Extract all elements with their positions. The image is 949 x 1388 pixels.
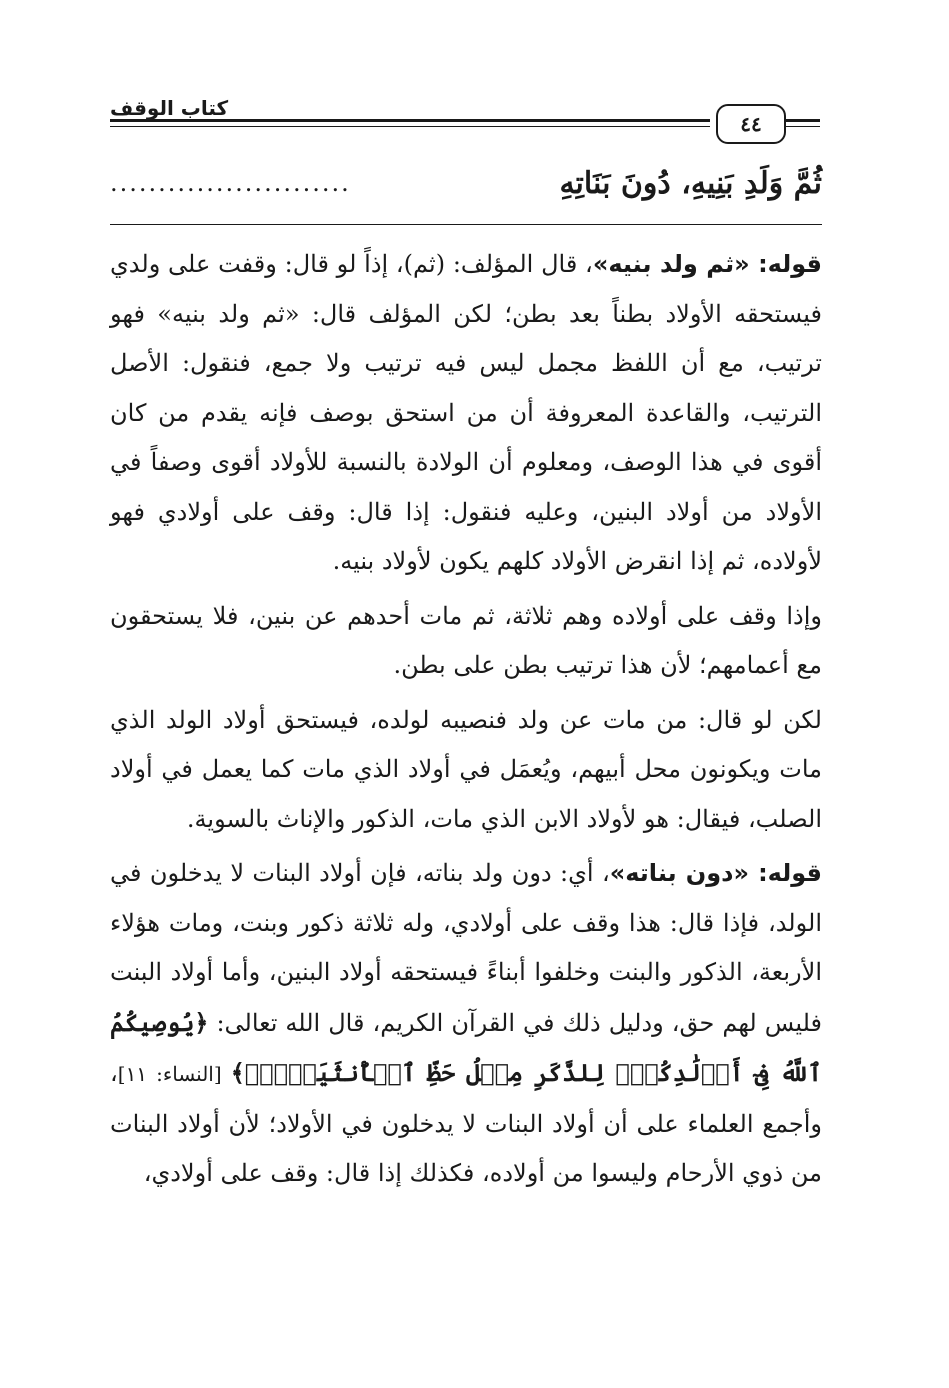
paragraph-lead: قوله: «دون بناته»	[609, 859, 822, 887]
paragraph-lead: قوله: «ثم ولد بنيه»	[592, 250, 822, 278]
quran-verse: ﴿يُوصِيكُمُ ٱللَّهُ فِىٓ أَوۡلَٰدِكُمۡۖ لِلذَّكَرِ مِثۡلُ حَظِّ ٱلۡأُنثَيَيۡنِۚ﴾	[110, 1007, 823, 1087]
paragraph-1	[110, 240, 822, 587]
header-rule-thin	[110, 126, 710, 127]
matn-text: ثُمَّ وَلَدِ بَنِيهِ، دُونَ بَنَاتِهِ	[559, 165, 822, 201]
paragraph-4	[110, 849, 822, 1199]
paragraph-tail: ، وأجمع العلماء على أن أولاد البنات لا يدخلون في الأولاد؛ لأن أولاد البنات من ذوي الأرحام وليسوا من أولاده، فكذلك إذا قال: وقف على أولادي،	[110, 1059, 822, 1187]
header-rule-thin-right	[786, 126, 820, 127]
running-title: كتاب الوقف	[110, 96, 229, 120]
paragraph-3	[110, 696, 822, 845]
paragraph-text: ، قال المؤلف: (ثم)، إذاً لو قال: وقفت على ولدي فيستحقه الأولاد بطناً بعد بطن؛ لكن المؤلف قال: «ثم ولد بنيه» فهو ترتيب، مع أن اللفظ مجمل ليس فيه ترتيب ولا جمع، فنقول: الأصل الترتيب، والقاعدة المعروفة أن من استحق بوصف فإنه يقدم من كان أقوى في هذا الوصف، ومعلوم أن الولادة بالنسبة للأولاد أقوى وصفاً في الأولاد من أولاد البنين، وعليه فنقول: إذا قال: وقف على أولادي فهو لأولاده، ثم إذا انقرض الأولاد كلهم يكون لأولاد بنيه.	[110, 250, 822, 575]
verse-reference: [النساء: ١١]	[117, 1062, 231, 1086]
header-rule-thick-right	[786, 119, 820, 122]
paragraph-text: لكن لو قال: من مات عن ولد فنصيبه لولده، فيستحق أولاد الولد الذي مات ويكونون محل أبيهم، ويُعمَل في أولاد الذي مات كما يعمل في أولاد الصلب، فيقال: هو لأولاد الابن الذي مات، الذكور والإناث بالسوية.	[110, 705, 822, 833]
matn-line	[110, 160, 822, 206]
paragraph-text: ، أي: دون ولد بناته، فإن أولاد البنات لا يدخلون في الولد، فإذا قال: هذا وقف على أولادي، وله ثلاثة ذكور وبنت، ومات هؤلاء الأربعة، الذكور والبنت وخلفوا أبناءً فيستحقه أولاد البنين، وأما أولاد البنت فليس لهم حق، ودليل ذلك في القرآن الكريم، قال الله تعالى:	[110, 859, 822, 1037]
paragraph-text: وإذا وقف على أولاده وهم ثلاثة، ثم مات أحدهم عن بنين، فلا يستحقون مع أعمامهم؛ لأن هذا ترتيب بطن على بطن.	[110, 601, 822, 679]
matn-divider	[110, 224, 822, 225]
commentary-body	[110, 240, 822, 1204]
paragraph-2	[110, 592, 822, 691]
matn-dots: .........................	[110, 169, 351, 197]
page-number: ٤٤	[716, 104, 786, 144]
